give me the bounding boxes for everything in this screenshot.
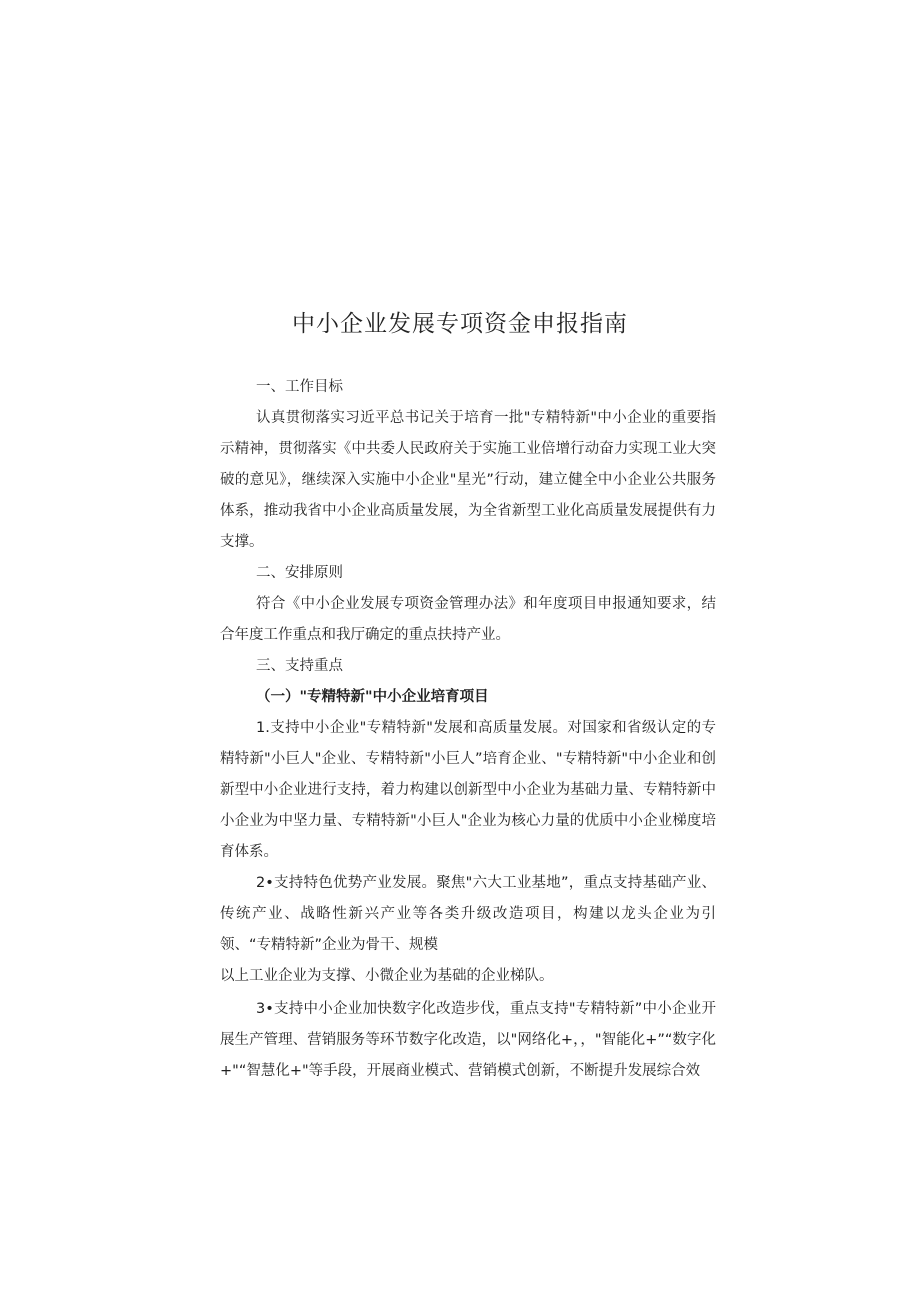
section-heading-goals: 一、工作目标 — [256, 379, 343, 395]
paragraph-principles: 符合《中小企业发展专项资金管理办法》和年度项目申报通知要求，结合年度工作重点和我厅确定的重点扶持产业。 — [220, 596, 716, 643]
paragraph-item-1: 1.支持中小企业"专精特新"发展和高质量发展。对国家和省级认定的专精特新"小巨人"企业、专精特新"小巨人”培育企业、"专精特新"中小企业和创新型中小企业进行支持，着力构建以创新型中小企业为基础力量、专精特新中小企业为中坚力量、专精特新"小巨人"企业为核心力量的优质中小企业梯度培育体系。 — [220, 720, 716, 860]
subsection-heading-specialized: （一）"专精特新"中小企业培育项目 — [256, 689, 489, 705]
paragraph-goals: 认真贯彻落实习近平总书记关于培育一批"专精特新"中小企业的重要指示精神，贯彻落实《中共委人民政府关于实施工业倍增行动奋力实现工业大突破的意见》，继续深入实施中小企业"星光”行动，建立健全中小企业公共服务体系，推动我省中小企业高质量发展，为全省新型工业化高质量发展提供有力支撑。 — [220, 410, 716, 550]
document-title: 中小企业发展专项资金申报指南 — [292, 311, 628, 337]
section-heading-focus: 三、支持重点 — [256, 658, 343, 674]
section-heading-principles: 二、安排原则 — [256, 565, 343, 581]
document-body — [220, 372, 716, 1087]
paragraph-item-2: 2•支持特色优势产业发展。聚焦"六大工业基地”，重点支持基础产业、传统产业、战略性新兴产业等各类升级改造项目，构建以龙头企业为引领、“专精特新”企业为骨干、规模 — [220, 875, 716, 953]
paragraph-item-3: 3•支持中小企业加快数字化改造步伐，重点支持"专精特新”中小企业开展生产管理、营销服务等环节数字化改造，以"网络化+，，"智能化+”“数字化+"“智慧化+"等手段，开展商业模式、营销模式创新，不断提升发展综合效 — [220, 1001, 716, 1079]
paragraph-item-2-continued: 以上工业企业为支撑、小微企业为基础的企业梯队。 — [220, 968, 554, 984]
